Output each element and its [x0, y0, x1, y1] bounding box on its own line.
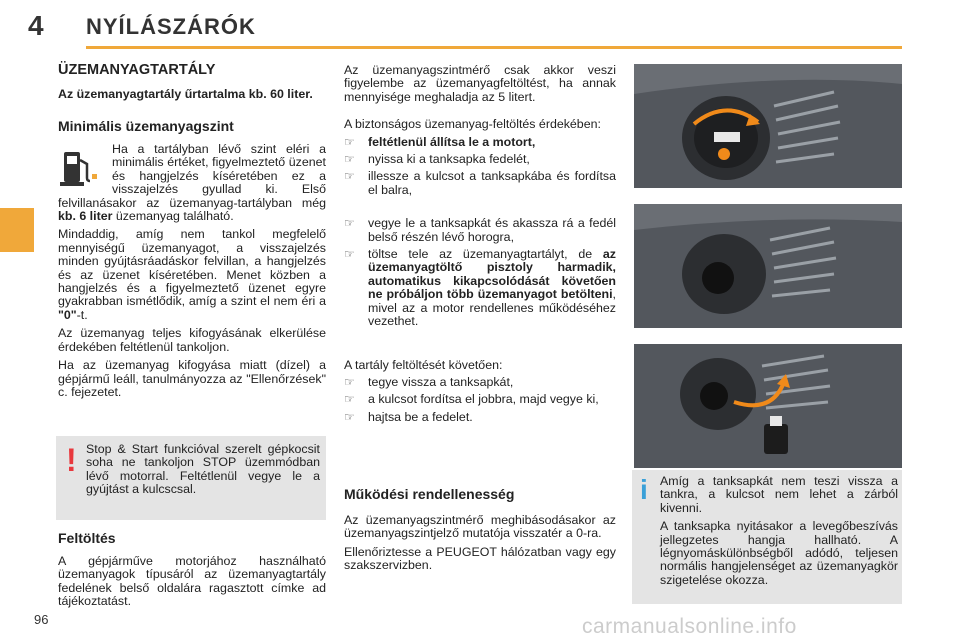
- chapter-side-tab: [0, 208, 34, 252]
- malfunction-title: Működési rendellenesség: [344, 486, 515, 502]
- info-icon: i: [640, 474, 648, 505]
- min-level-title: Minimális üzemanyagszint: [58, 118, 234, 134]
- step-fill-tank: ☞ töltse tele az üzemanyagtartályt, de az üzemanyagtöltő pisztoly harmadik, automatikus kikapcsolódását követően ne próbáljon több üzemanyagot betölteni, mivel az a motor rendellenes működéséhez vezethet.: [344, 247, 616, 329]
- page-number: 96: [34, 612, 49, 627]
- warning-exclamation-icon: !: [66, 442, 77, 478]
- section-title: ÜZEMANYAGTARTÁLY: [58, 62, 216, 78]
- step-close-flap: ☞ hajtsa be a fedelet.: [344, 409, 473, 424]
- alert-text: Stop & Start funkcióval szerelt gépkocsit soha ne tankoljon STOP üzemmódban lévő motorral. Feltétlenül vegye le a gyújtást a kulcscsal.: [86, 442, 320, 497]
- step-insert-key: ☞ illessze a kulcsot a tanksapkába és fordítsa el balra,: [344, 169, 616, 197]
- step-stop-engine: ☞ feltétlenül állítsa le a motort,: [344, 134, 536, 149]
- safe-refuel-intro: A biztonságos üzemanyag-feltöltés érdekében:: [344, 117, 601, 132]
- chapter-title: NYÍLÁSZÁRÓK: [86, 14, 256, 39]
- after-refuel-title: A tartály feltöltését követően:: [344, 357, 503, 372]
- chapter-number: 4: [28, 10, 44, 41]
- watermark: carmanualsonline.info: [582, 615, 797, 638]
- gauge-note: Az üzemanyagszintmérő csak akkor veszi figyelembe az üzemanyagfeltöltést, ha annak mennyisége meghaladja az 5 litert.: [344, 63, 616, 104]
- step-turn-key: ☞ a kulcsot fordítsa el jobbra, majd vegye ki,: [344, 392, 599, 407]
- middle-column: [344, 64, 616, 424]
- refuel-title: Feltöltés: [58, 530, 116, 546]
- capacity-note: Az üzemanyagtartály űrtartalma kb. 60 liter.: [58, 87, 313, 101]
- step-open-flap: ☞ nyissa ki a tanksapka fedelét,: [344, 152, 530, 167]
- header-rule: [86, 46, 902, 49]
- cap-hook-illustration: [634, 344, 902, 468]
- malfunction-text: Az üzemanyagszintmérő meghibásodásakor az üzemanyagszintjelző mutatója visszatér a 0-ra. Ellenőriztesse a PEUGEOT hálózatban vagy egy szakszervizben.: [344, 513, 616, 573]
- fuel-flap-key-illustration: [634, 64, 902, 188]
- min-level-text: Ha a tartályban lévő szint eléri a minimális értéket, figyelmeztető üzenet és hangjelzés kíséretében ez a visszajelzés gyullad ki. Első felvillanásakor az üzemanyag-tartályban még kb. 6 liter üzemanyag található. Mindaddig, amíg nem tankol megfelelő mennyiségű üzemanyagot, a visszajelzés minden gyújtásráadáskor felvillan, a hangjelzés és az üzenet kíséretében. Menet közben a hangjelzés és a figyelmeztető üzenet egyre gyakrabban ismétlődik, amíg a szint el nem éri a "0"-t. Az üzemanyag teljes kifogyásának elkerülése érdekében feltétlenül tankoljon. Ha az üzemanyag kifogyása miatt (dízel) a gépjármű leáll, tanulmányozza az "Ellenőrzések" c. fejezetet.: [58, 142, 326, 399]
- info-box: [632, 470, 902, 604]
- step-replace-cap: ☞ tegye vissza a tanksapkát,: [344, 374, 514, 389]
- open-tank-illustration: [634, 204, 902, 328]
- refuel-text: A gépjárműve motorjához használható üzemanyagok típusáról az üzemanyagtartály fedelének belső oldalára ragasztott címke ad tájékoztatást.: [58, 554, 326, 609]
- step-remove-cap: ☞ vegye le a tanksapkát és akassza rá a fedél belső részén lévő horogra,: [344, 216, 616, 244]
- alert-box: [56, 436, 326, 520]
- info-text: Amíg a tanksapkát nem teszi vissza a tankra, a kulcsot nem lehet a zárból kivenni. A tanksapka nyitásakor a levegőbeszívás jellegzetes hangja hallható. A légnyomáskülönbségből adódó, teljesen normális hangjelenséget az üzemanyagkör szigetelése okozza.: [660, 474, 898, 587]
